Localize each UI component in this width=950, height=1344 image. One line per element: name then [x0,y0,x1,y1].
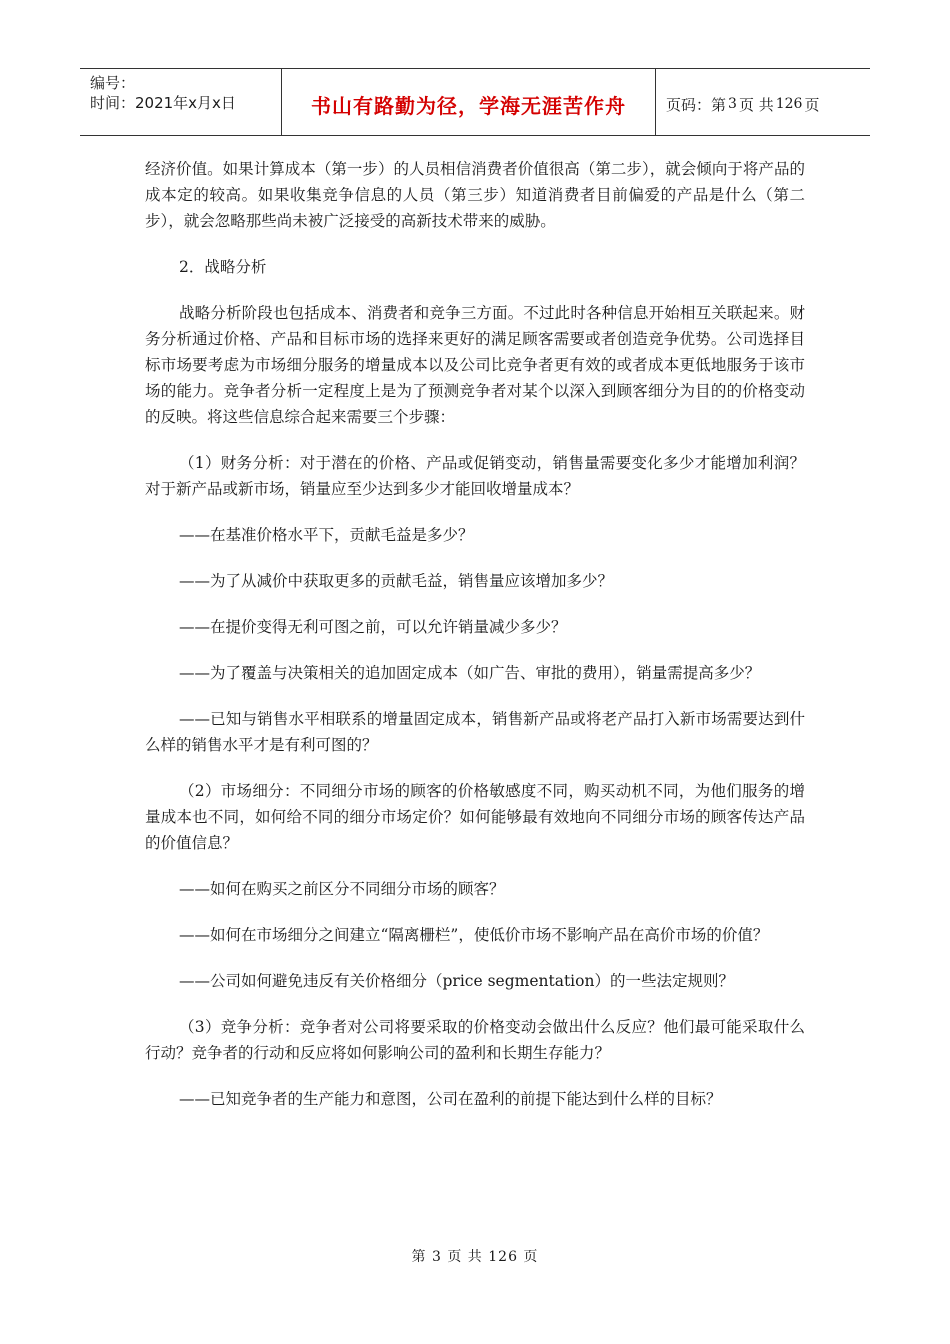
list-item: ——在基准价格水平下，贡献毛益是多少？ [179,526,474,544]
paragraph: （1）财务分析：对于潜在的价格、产品或促销变动，销售量需要变化多少才能增加利润？对于新产品或新市场，销量应至少达到多少才能回收增量成本？ [145,454,805,498]
list-item: ——在提价变得无利可图之前，可以允许销量减少多少？ [179,618,567,636]
list-item: ——为了从减价中获取更多的贡献毛益，销售量应该增加多少？ [179,572,614,590]
header-page-info [656,69,870,135]
page-total: 126 [775,96,803,112]
document-header [80,68,870,136]
list-item: ——公司如何避免违反有关价格细分（price segmentation）的一些法定规则？ [179,972,734,990]
list-item: ——已知与销售水平相联系的增量固定成本，销售新产品或将老产品打入新市场需要达到什么样的销售水平才是有利可图的？ [145,710,805,754]
number-label: 编号： [90,74,136,92]
page-label-suffix: 页 [804,95,820,114]
paragraph: （3）竞争分析：竞争者对公司将要采取的价格变动会做出什么反应？他们最可能采取什么行动？竞争者的行动和反应将如何影响公司的盈利和长期生存能力？ [145,1018,805,1062]
list-item: ——为了覆盖与决策相关的追加固定成本（如广告、审批的费用），销量需提高多少？ [179,664,761,682]
page-footer: 第 3 页 共 126 页 [411,1249,539,1265]
list-item: ——如何在购买之前区分不同细分市场的顾客？ [179,880,505,898]
header-meta [80,69,282,135]
date-label: 时间：2021年x月x日 [90,94,236,112]
page-label-mid: 页 共 [738,95,774,114]
header-motto: 书山有路勤为径，学海无涯苦作舟 [282,69,656,135]
section-heading: 2．战略分析 [179,258,267,276]
paragraph: （2）市场细分：不同细分市场的顾客的价格敏感度不同，购买动机不同，为他们服务的增量成本也不同，如何给不同的细分市场定价？如何能够最有效地向不同细分市场的顾客传达产品的价值信息？ [145,782,805,852]
page-label-prefix: 页码：第 [666,95,727,114]
document-body [145,156,805,1132]
paragraph: 经济价值。如果计算成本（第一步）的人员相信消费者价值很高（第二步），就会倾向于将产品的成本定的较高。如果收集竞争信息的人员（第三步）知道消费者目前偏爱的产品是什么（第二步），就会忽略那些尚未被广泛接受的高新技术带来的威胁。 [145,160,805,230]
page-current: 3 [728,96,737,112]
list-item: ——已知竞争者的生产能力和意图，公司在盈利的前提下能达到什么样的目标？ [179,1090,722,1108]
paragraph: 战略分析阶段也包括成本、消费者和竞争三方面。不过此时各种信息开始相互关联起来。财务分析通过价格、产品和目标市场的选择来更好的满足顾客需要或者创造竞争优势。公司选择目标市场要考虑为市场细分服务的增量成本以及公司比竞争者更有效的或者成本更低地服务于该市场的能力。竞争者分析一定程度上是为了预测竞争者对某个以深入到顾客细分为目的的价格变动的反映。将这些信息综合起来需要三个步骤： [145,304,805,426]
list-item: ——如何在市场细分之间建立“隔离栅栏”，使低价市场不影响产品在高价市场的价值？ [179,926,769,944]
